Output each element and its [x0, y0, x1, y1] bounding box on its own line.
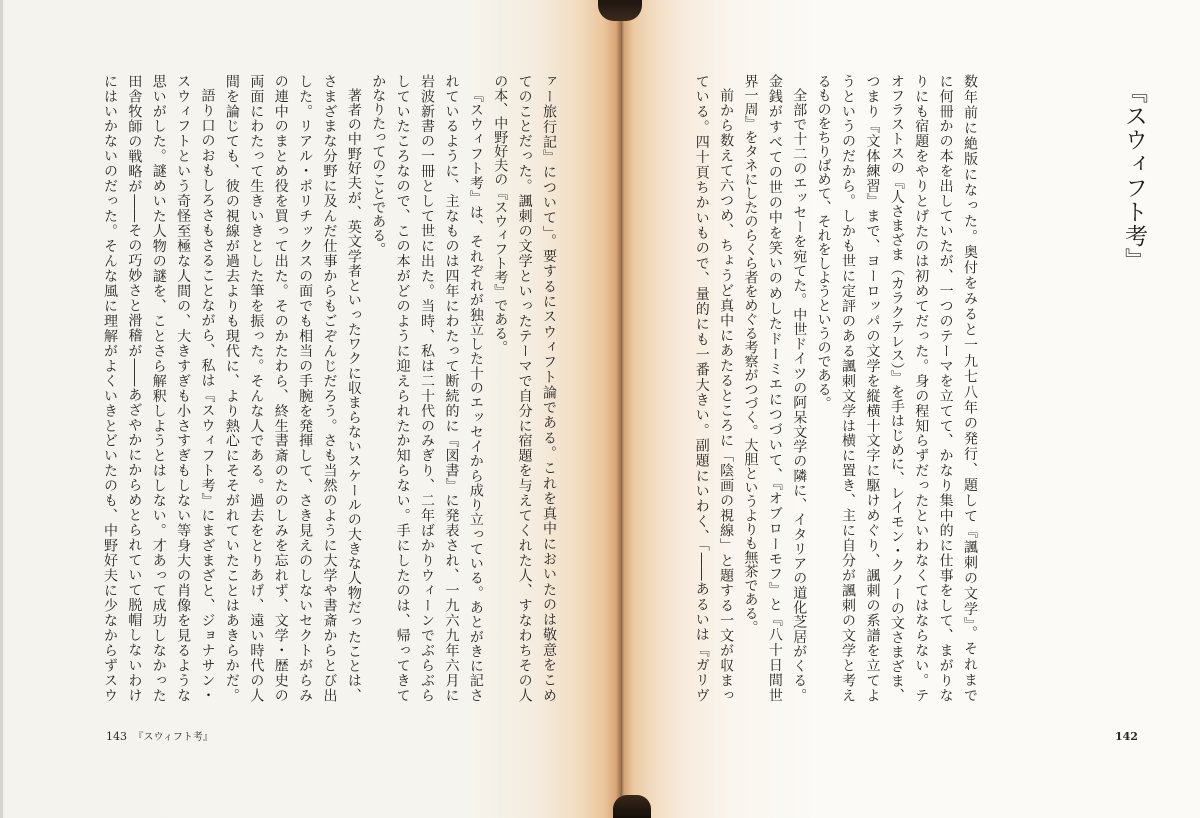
spine-shadow-top [598, 0, 642, 21]
text-column: 『スウィフト考』は、それぞれが独立した十のエッセイから成り立っている。あとがきに記さ [467, 88, 484, 702]
text-column: 数年前に絶版になった。奥付をみると一九七八年の発行、題して『諷刺の文学』。それまで [962, 74, 978, 702]
page-number: 142 [1115, 730, 1138, 743]
page-edge [0, 0, 3, 818]
text-column: かなりたってのことである。 [370, 74, 387, 256]
page-number: 143 [106, 730, 127, 743]
text-column: オフラストスの『人さまざま（カラクテレス）』を手はじめに、レイモン・クノーの文さまざま、 [888, 74, 905, 702]
text-column: 両面にわたって生きいきとした筆を振った。そんな人である。過去をとりあげ、遠い時代の人 [248, 74, 265, 702]
text-column: 田舎牧師の戦略が――その巧妙さと滑稽が――あざやかにからめとられていて脱帽しないわけ [126, 74, 143, 702]
text-column: の本、中野好夫の『スウィフト考』である。 [492, 74, 509, 354]
text-column: 著者の中野好夫が、英文学者といったワクに収まらないスケールの大きな人物だったことは、 [345, 88, 362, 702]
text-column: 間を論じても、彼の視線が過去よりも現代に、より熱心にそそがれていたことはあきらかだ。 [223, 74, 240, 702]
text-column: 金銭がすべての世の中を笑いのめしたドーミエにつづいて、『オブローモフ』と『八十日間世 [766, 74, 783, 702]
text-column: てのことだった。諷刺の文学といったテーマで自分に宿題を与えてくれた人、すなわちその人 [516, 74, 533, 702]
spine-shadow-bottom [613, 795, 651, 818]
right-page-body [689, 74, 982, 704]
text-column: うというのだから。しかも世に定評のある諷刺文学は横に置き、主に自分が諷刺の文学と考え [840, 74, 857, 702]
text-column: るものをちりばめて、それをしようというのである。 [815, 74, 832, 410]
essay-title: 『スウィフト考』 [1121, 80, 1147, 272]
text-column: ァー旅行記』について」。要するにスウィフト論である。これを真中においたのは敬意をこめ [541, 74, 557, 702]
text-column: していたころなので、この本がどのように迎えられたか知らない。手にしたのは、帰ってきて [394, 74, 411, 702]
text-column: ている。四十頁ちかいもので、量的にも一番大きい。副題にいわく、「――あるいは『ガリヴ [693, 74, 710, 702]
text-column: さまざまな分野に及んだ仕事からもごぞんじだろう。さも当然のように大学や書斎からとび出 [321, 74, 338, 702]
folio [106, 730, 213, 745]
text-column: 語り口のおもしろさもさることながら、私は『スウィフト考』にまざまざと、ジョナサン・ [199, 88, 216, 702]
text-column: 界一周』をタネにしたのらくら者をめぐる考察がつづく。大胆というよりも無茶である。 [742, 74, 759, 634]
text-column: りにも宿題をやりとげたのは初めてだった。身の程知らずだったといわなくてはならない。テ [913, 74, 930, 702]
text-column: 岩波新書の一冊として世に出た。当時、私は二十代のみぎり、二年ばかりウィーンでぶらぶら [419, 74, 436, 702]
running-head: 『スウィフト考』 [133, 732, 213, 743]
text-column: スウィフトという奇怪至極な人間の、大きすぎも小さすぎもしない等身大の肖像を見るような [175, 74, 192, 702]
text-column: 思いがした。謎めいた人物の謎を、ことさら解釈しようとはしない。才あって成功しなかった [150, 74, 167, 702]
text-column: の連中のまとめ役を買って出た。そのかたわら、終生書斎のたのしみを忘れず、文学・歴史の [272, 74, 289, 702]
text-column: れているように、主なものは四年にわたって断続的に『図書』に発表され、一九六九年六月に [443, 74, 460, 702]
left-page-body [97, 74, 561, 704]
text-column: 前から数えて六つめ、ちょうど真中にあたるところに「陰画の視線」と題する一文が収まっ [718, 88, 735, 702]
text-column: にはいかないのだった。そんな風に理解がよくいきとどいたのも、中野好夫に少なからずスウ [101, 74, 118, 702]
text-column: 全部で十二のエッセーを宛てた。中世ドイツの阿呆文学の隣に、イタリアの道化芝居がくる。 [791, 88, 808, 702]
text-column: した。リアル・ポリチックスの面でも相当の手腕を発揮して、さき見えのしないセクトがらみ [297, 74, 314, 702]
text-column: つまり『文体練習』まで、ヨーロッパの文学を縦横十文字に駆けめぐり、諷刺の系譜を立てよ [864, 74, 881, 702]
text-column: に何冊かの本を出していたが、一つのテーマを立てて、かなり集中的に仕事をして、まがりな [937, 74, 954, 702]
